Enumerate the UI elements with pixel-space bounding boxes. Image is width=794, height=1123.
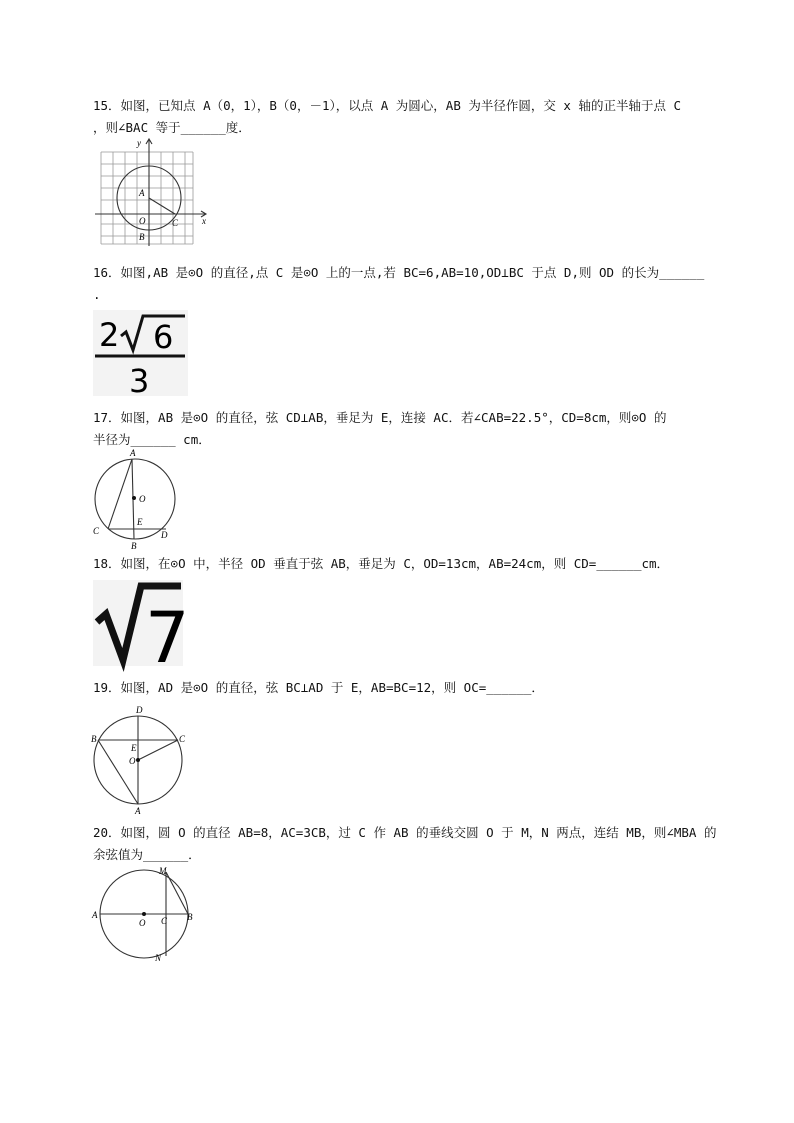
problem-15-line-1: 15．如图，已知点 A（0，1），B（0，－1），以点 A 为圆心，AB 为半径作圆，交 x 轴的正半轴于点 C <box>93 98 682 113</box>
problem-15-figure <box>93 136 211 248</box>
answer-radicand: 7 <box>145 597 190 679</box>
problem-19-figure <box>88 704 192 816</box>
label-N: N <box>155 953 162 963</box>
label-A: A <box>139 188 145 198</box>
answer-denominator: 3 <box>129 362 150 400</box>
problem-16-line-1: 16．如图,AB 是⊙O 的直径,点 C 是⊙O 上的一点,若 BC=6,AB=10,OD⊥BC 于点 D,则 OD 的长为______ <box>93 265 705 280</box>
label-B: B <box>131 541 137 551</box>
problem-16-line-2: . <box>93 287 101 302</box>
label-M: M <box>159 866 167 876</box>
problem-19-line-1: 19．如图，AD 是⊙O 的直径，弦 BC⊥AD 于 E，AB=BC=12，则 OC=______． <box>93 680 544 695</box>
problem-16-answer-image <box>93 310 188 400</box>
problem-20-line-2: 余弦值为______． <box>93 847 201 862</box>
label-E: E <box>137 517 143 527</box>
label-C: C <box>179 734 186 744</box>
problem-17-line-1: 17．如图，AB 是⊙O 的直径，弦 CD⊥AB，垂足为 E，连接 AC．若∠CAB=22.5°，CD=8cm，则⊙O 的 <box>93 410 667 425</box>
problem-20-figure <box>88 864 198 964</box>
label-A: A <box>130 448 136 458</box>
label-C: C <box>93 526 100 536</box>
label-O: O <box>129 756 136 766</box>
label-A: A <box>135 806 141 816</box>
label-O: O <box>139 494 146 504</box>
label-C: C <box>172 218 179 228</box>
answer-coefficient: 2 <box>99 316 120 354</box>
problem-18-line-1: 18．如图，在⊙O 中，半径 OD 垂直于弦 AB，垂足为 C，OD=13cm，AB=24cm，则 CD=______cm． <box>93 556 670 571</box>
label-B: B <box>187 912 193 922</box>
label-D: D <box>136 705 143 715</box>
answer-radicand: 6 <box>153 318 174 356</box>
problem-15-line-2: ，则∠BAC 等于______度． <box>93 120 251 135</box>
label-O: O <box>139 216 146 226</box>
label-A: A <box>92 910 98 920</box>
problem-18-answer-image <box>93 580 190 679</box>
label-B: B <box>91 734 97 744</box>
label-B: B <box>139 232 145 242</box>
label-y: y <box>137 138 141 148</box>
problem-17-figure <box>88 446 180 552</box>
label-E: E <box>131 743 137 753</box>
label-D: D <box>161 530 168 540</box>
label-x: x <box>202 216 206 226</box>
problem-20-line-1: 20．如图，圆 O 的直径 AB=8，AC=3CB，过 C 作 AB 的垂线交圆 O 于 M，N 两点，连结 MB，则∠MBA 的 <box>93 825 717 840</box>
problem-17-line-2: 半径为______ cm． <box>93 432 211 447</box>
label-O: O <box>139 918 146 928</box>
label-C: C <box>161 916 168 926</box>
